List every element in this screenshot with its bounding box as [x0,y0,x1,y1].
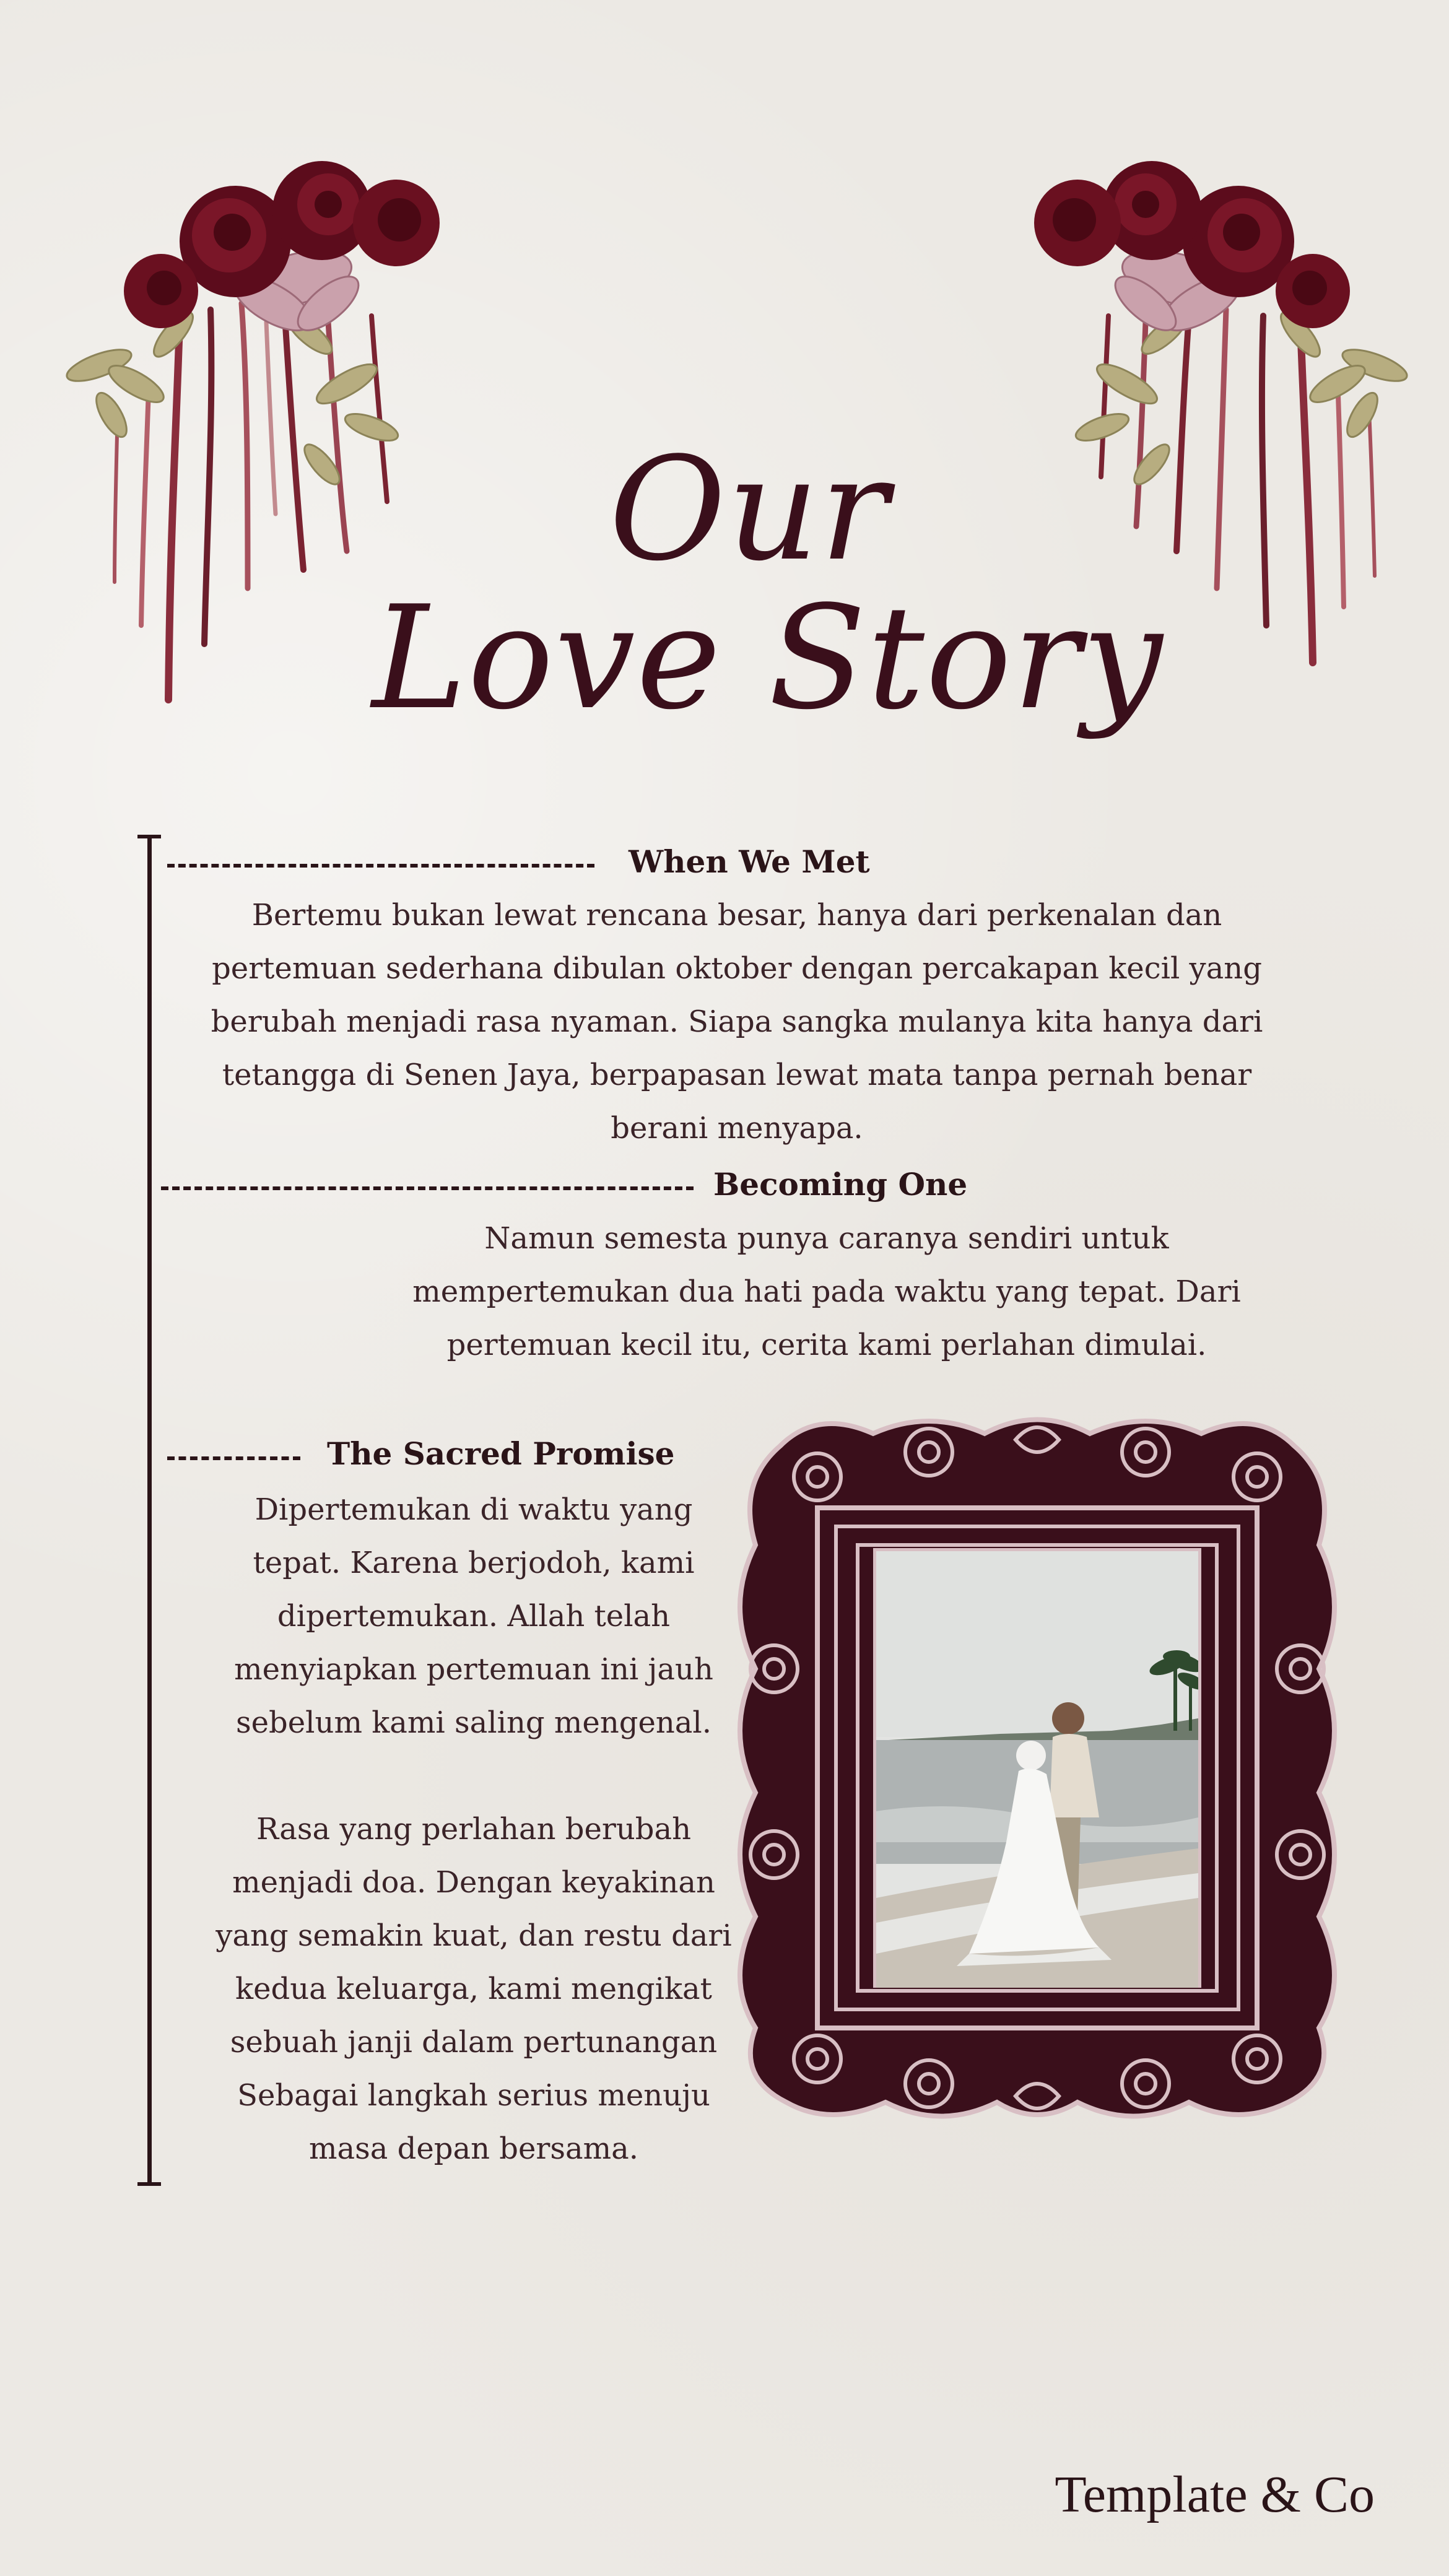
text-line: masa depan bersama. [308,2131,638,2166]
text-line: berani menyapa. [611,1111,863,1146]
text-line: dipertemukan. Allah telah [277,1599,671,1634]
page-title-line2: Love Story [372,576,1164,741]
text-line: Dipertemukan di waktu yang [255,1492,693,1527]
section-connector-3 [167,1456,300,1460]
text-line: kedua keluarga, kami mengikat [235,1972,712,2006]
text-line: Rasa yang perlahan berubah [256,1812,691,1847]
page-title-line1: Our [609,427,890,593]
section-text-becoming-one [390,1212,1263,1372]
text-line: tetangga di Senen Jaya, berpapasan lewat mata tanpa pernah benar [222,1058,1252,1092]
section-connector-1 [167,864,594,868]
text-line: pertemuan kecil itu, cerita kami perlahan dimulai. [446,1328,1207,1362]
section-heading-when-we-met: When We Met [629,843,870,880]
section-text-when-we-met [211,889,1263,1155]
text-line: Namun semesta punya caranya sendiri untuk [484,1221,1169,1256]
brand-name: Template & Co [1055,2466,1375,2523]
text-line: pertemuan sederhana dibulan oktober dengan percakapan kecil yang [212,951,1262,986]
section-text-sacred-promise [204,1483,743,2175]
text-line: Sebagai langkah serius menuju [237,2078,710,2113]
couple-photo [876,1551,1198,1988]
section-connector-2 [161,1186,694,1190]
text-line: sebelum kami saling mengenal. [236,1705,711,1740]
text-line: berubah menjadi rasa nyaman. Siapa sangka mulanya kita hanya dari [211,1004,1263,1039]
timeline-cap-bottom [137,2182,161,2186]
text-line: menjadi doa. Dengan keyakinan [232,1865,715,1900]
section-heading-becoming-one: Becoming One [713,1166,968,1203]
text-line: sebuah janji dalam pertunangan [230,2025,718,2060]
text-line: yang semakin kuat, dan restu dari [215,1918,732,1953]
text-line: mempertemukan dua hati pada waktu yang tepat. Dari [412,1274,1241,1309]
text-line: menyiapkan pertemuan ini jauh [234,1652,713,1687]
section-heading-sacred-promise: The Sacred Promise [327,1435,675,1472]
timeline-line [147,836,152,2185]
text-line: Bertemu bukan lewat rencana besar, hanya dari perkenalan dan [251,898,1222,933]
timeline-cap-top [137,835,161,838]
text-line: tepat. Karena berjodoh, kami [253,1546,695,1580]
paragraph-spacer [204,1749,743,1803]
